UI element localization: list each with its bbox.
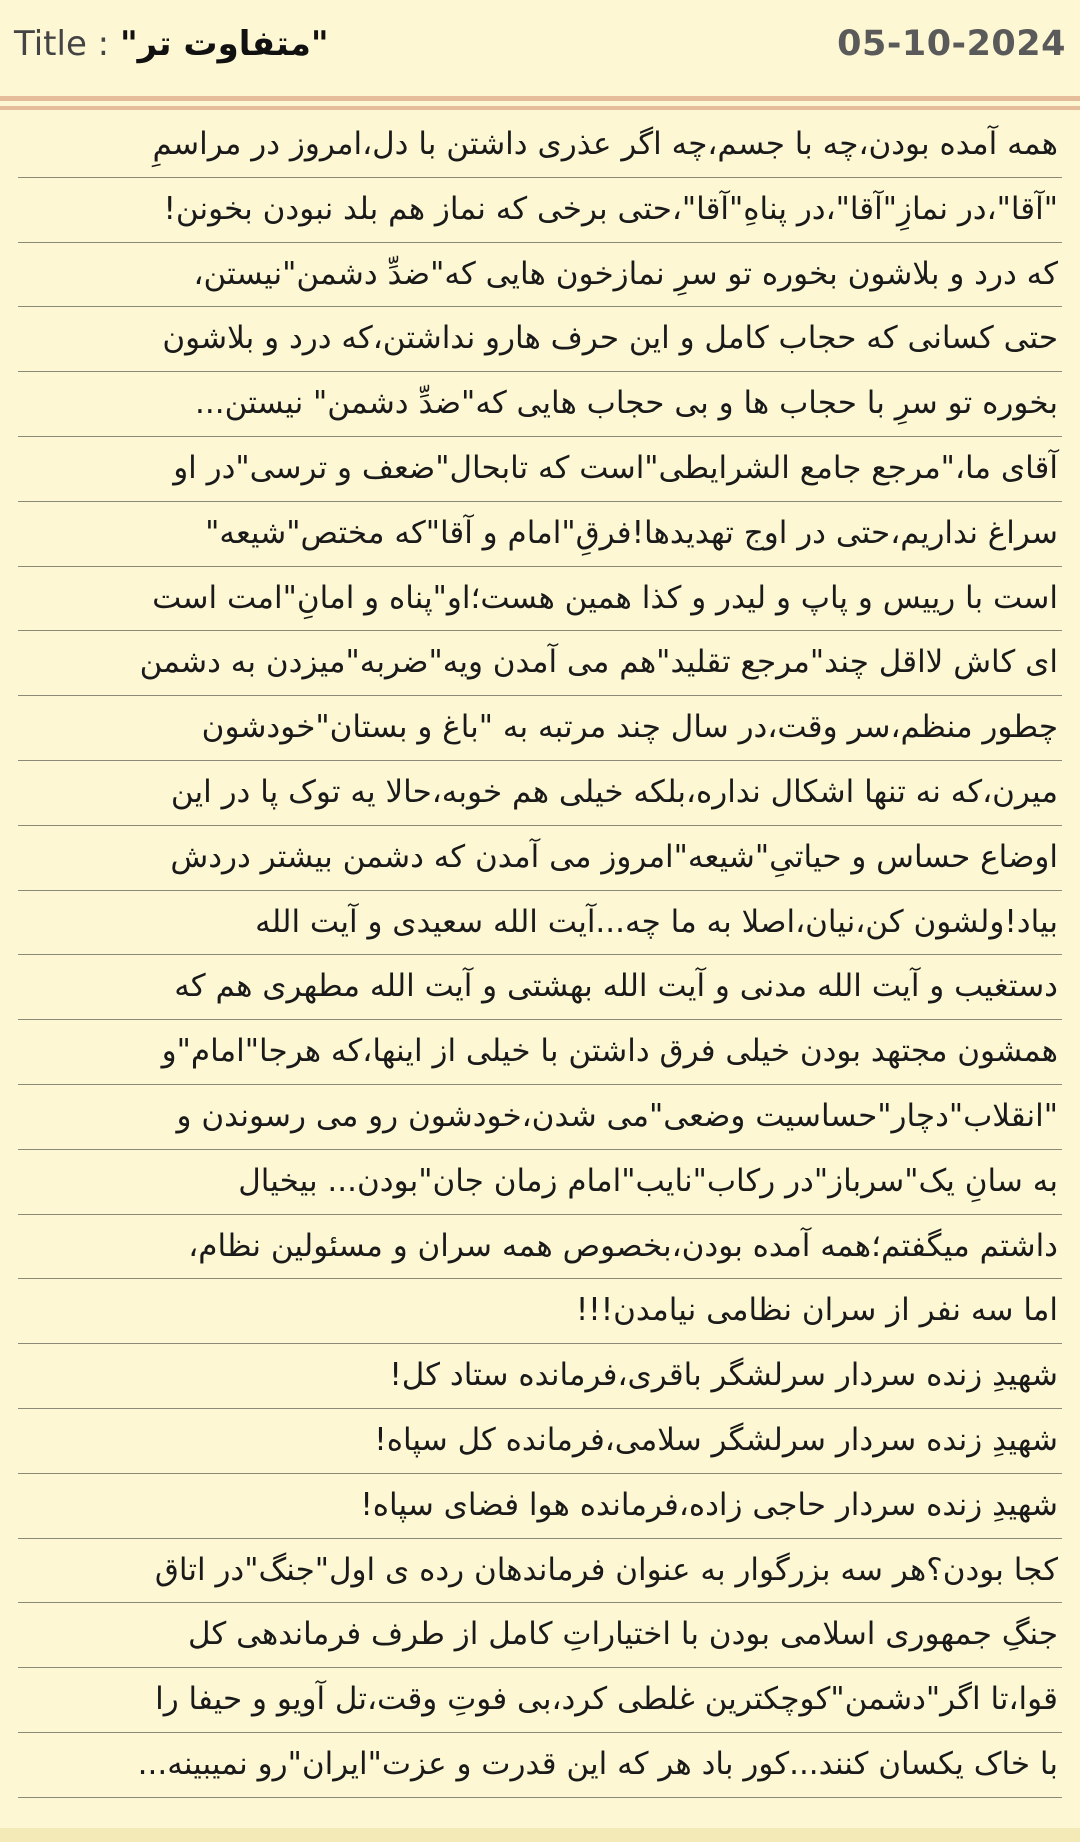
text-line: داشتم میگفتم؛همه آمده بودن،بخصوص همه سران و مسئولین نظام، — [18, 1215, 1062, 1280]
text-line: بیاد!ولشون کن،نیان،اصلا به ما چه...آیت الله سعیدی و آیت الله — [18, 891, 1062, 956]
text-line: شهیدِ زنده سردار سرلشگر سلامی،فرمانده کل سپاه! — [18, 1409, 1062, 1474]
text-line: اما سه نفر از سران نظامی نیامدن!!! — [18, 1279, 1062, 1344]
text-line: دستغیب و آیت الله مدنی و آیت الله بهشتی و آیت الله مطهری هم که — [18, 955, 1062, 1020]
header-divider-bottom — [0, 106, 1080, 110]
text-line: بخوره تو سرِ با حجاب ها و بی حجاب هایی که"ضدِّ دشمن" نیستن... — [18, 372, 1062, 437]
text-line: "آقا"،در نمازِ"آقا"،در پناهِ"آقا"،حتی برخی که نماز هم بلد نبودن بخونن! — [18, 178, 1062, 243]
text-line: همشون مجتهد بودن خیلی فرق داشتن با خیلی از اینها،که هرجا"امام"و — [18, 1020, 1062, 1085]
text-line: شهیدِ زنده سردار سرلشگر باقری،فرمانده ستاد کل! — [18, 1344, 1062, 1409]
text-line: سراغ نداریم،حتی در اوج تهدیدها!فرقِ"امام و آقا"که مختص"شیعه" — [18, 502, 1062, 567]
text-line: شهیدِ زنده سردار حاجی زاده،فرمانده هوا فضای سپاه! — [18, 1474, 1062, 1539]
title-value: "متفاوت تر" — [119, 24, 329, 64]
bottom-edge — [0, 1828, 1080, 1842]
text-line: کجا بودن؟هر سه بزرگوار به عنوان فرماندهان رده ی اول"جنگ"در اتاق — [18, 1539, 1062, 1604]
text-line: "انقلاب"دچار"حساسیت وضعی"می شدن،خودشون رو می رسوندن و — [18, 1085, 1062, 1150]
text-line: به سانِ یک"سرباز"در رکاب"نایب"امام زمان جان"بودن... بیخیال — [18, 1150, 1062, 1215]
text-line: میرن،که نه تنها اشکال نداره،بلکه خیلی هم خوبه،حالا یه توک پا در این — [18, 761, 1062, 826]
text-line: همه آمده بودن،چه با جسم،چه اگر عذری داشتن با دل،امروز در مراسمِ — [18, 113, 1062, 178]
text-line: ای کاش لااقل چند"مرجع تقلید"هم می آمدن ویه"ضربه"میزدن به دشمن — [18, 631, 1062, 696]
text-line: اوضاع حساس و حیاتیِ"شیعه"امروز می آمدن که دشمن بیشتر دردش — [18, 826, 1062, 891]
text-line: با خاک یکسان کنند...کور باد هر که این قدرت و عزت"ایران"رو نمیبینه... — [18, 1733, 1062, 1798]
note-body[interactable] — [18, 113, 1062, 1798]
note-header — [0, 0, 1080, 92]
title-label: Title : — [14, 24, 120, 64]
text-line: قوا،تا اگر"دشمن"کوچکترین غلطی کرد،بی فوتِ وقت،تل آویو و حیفا را — [18, 1668, 1062, 1733]
text-line: آقای ما،"مرجع جامع الشرایطی"است که تابحال"ضعف و ترسی"در او — [18, 437, 1062, 502]
text-line: حتی کسانی که حجاب کامل و این حرف هارو نداشتن،که درد و بلاشون — [18, 307, 1062, 372]
text-line: چطور منظم،سر وقت،در سال چند مرتبه به "باغ و بستان"خودشون — [18, 696, 1062, 761]
note-date: 05-10-2024 — [837, 24, 1066, 64]
note-title — [14, 18, 329, 70]
text-line: است با رییس و پاپ و لیدر و کذا همین هست؛او"پناه و امانِ"امت است — [18, 567, 1062, 632]
text-line: که درد و بلاشون بخوره تو سرِ نمازخون هایی که"ضدِّ دشمن"نیستن، — [18, 243, 1062, 308]
text-line: جنگِ جمهوری اسلامی بودن با اختیاراتِ کامل از طرف فرماندهی کل — [18, 1603, 1062, 1668]
header-divider-top — [0, 96, 1080, 101]
